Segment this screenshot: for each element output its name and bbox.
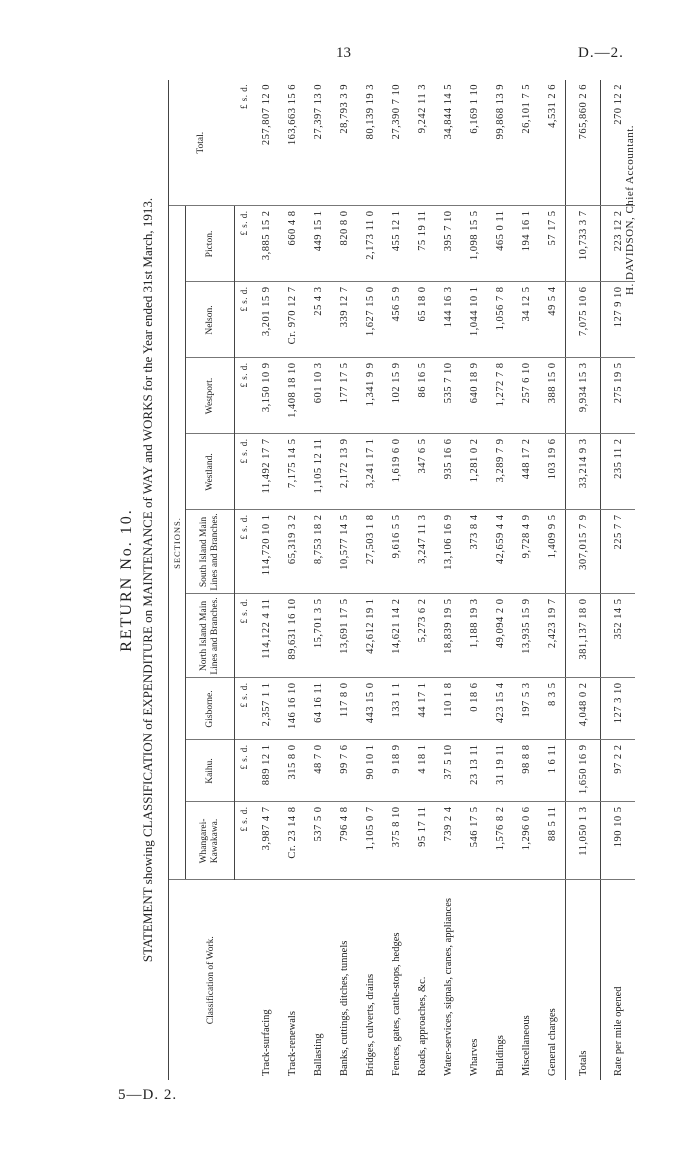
table-cell: 1,619 6 0 [383,434,409,510]
row-label: Water-services, signals, cranes, appliances [442,898,454,1076]
table-cell: 99 7 6 [331,740,357,802]
table-cell: 2,173 11 0 [357,206,383,282]
unit-label: £ s. d. [235,802,254,880]
doc-reference: D.—2. [578,45,624,61]
row-label: Bridges, culverts, drains [364,973,376,1076]
expenditure-table [168,80,635,1080]
table-cell: 381,137 18 0 [566,594,601,678]
table-cell: Cr. 23 14 8 [279,802,305,880]
table-cell: 537 5 0 [305,802,331,880]
table-cell: 3,150 10 9 [253,358,279,434]
section-column-header: Whangarei-Kawakawa. [186,802,235,880]
table-cell: 7,175 14 5 [279,434,305,510]
table-cell: 9,242 11 3 [409,80,435,206]
table-cell: 127 9 10 [601,282,636,358]
table-cell: 163,663 15 6 [279,80,305,206]
table-cell: 257 6 10 [513,358,539,434]
table-cell: 9,728 4 9 [513,510,539,594]
table-cell: 235 11 2 [601,434,636,510]
table-cell: 14,621 14 2 [383,594,409,678]
table-cell: 28,793 3 9 [331,80,357,206]
table-cell: 10,577 14 5 [331,510,357,594]
table-cell: 26,101 7 5 [513,80,539,206]
table-cell: Cr. 970 12 7 [279,282,305,358]
table-cell: 1,650 16 9 [566,740,601,802]
table-cell: 3,201 15 9 [253,282,279,358]
table-cell: 75 19 11 [409,206,435,282]
table-cell: 9,616 5 5 [383,510,409,594]
table-cell: 99,868 13 9 [487,80,513,206]
table-cell: 89,631 16 10 [279,594,305,678]
table-cell: 1,576 8 2 [487,802,513,880]
row-label: Rate per mile opened [601,880,636,1080]
table-cell: 0 18 6 [461,678,487,740]
table-cell: 9 18 9 [383,740,409,802]
section-column-header: Westland. [186,434,235,510]
total-header: Total. [169,80,235,206]
table-cell: 42,659 4 4 [487,510,513,594]
unit-label: £ s. d. [235,358,254,434]
table-cell: 48 7 0 [305,740,331,802]
table-cell: 1,044 10 1 [461,282,487,358]
table-cell: 88 5 11 [539,802,566,880]
statement-title: STATEMENT showing CLASSIFICATION of EXPENDITURE on MAINTENANCE of WAY and WORKS for the Year ended 31st March, 1913. [140,197,155,963]
table-cell: 110 1 8 [435,678,461,740]
table-cell: 3,885 15 2 [253,206,279,282]
row-label: Ballasting [312,1033,324,1076]
table-cell: 190 10 5 [601,802,636,880]
table-cell: 103 19 6 [539,434,566,510]
table-cell: 456 5 9 [383,282,409,358]
table-cell: 65 18 0 [409,282,435,358]
table-cell: 423 15 4 [487,678,513,740]
table-cell: 144 16 3 [435,282,461,358]
table-cell: 197 5 3 [513,678,539,740]
table-row [435,80,461,1080]
table-cell: 546 17 5 [461,802,487,880]
table-cell: 42,612 19 1 [357,594,383,678]
table-cell: 739 2 4 [435,802,461,880]
table-cell: 1,098 15 5 [461,206,487,282]
table-cell: 352 14 5 [601,594,636,678]
table-cell: 223 12 2 [601,206,636,282]
table-cell: 11,050 1 3 [566,802,601,880]
table-cell: 339 12 7 [331,282,357,358]
table-cell: 3,247 11 3 [409,510,435,594]
table-cell: 3,241 17 1 [357,434,383,510]
row-label: Track-renewals [286,1011,298,1076]
table-row [409,80,435,1080]
table-cell: 127 3 10 [601,678,636,740]
table-cell: 44 17 1 [409,678,435,740]
table-cell: 65,319 3 2 [279,510,305,594]
table-cell: 395 7 10 [435,206,461,282]
table-cell: 97 2 2 [601,740,636,802]
page-number: 13 [336,45,351,61]
table-cell: 889 12 1 [253,740,279,802]
table-cell: 5,273 6 2 [409,594,435,678]
table-cell: 27,390 7 10 [383,80,409,206]
table-cell: 388 15 0 [539,358,566,434]
table-cell: 1,296 0 6 [513,802,539,880]
unit-label: £ s. d. [235,206,254,282]
unit-label: £ s. d. [235,80,254,206]
table-cell: 13,935 15 9 [513,594,539,678]
table-cell: 373 8 4 [461,510,487,594]
table-cell: 465 0 11 [487,206,513,282]
unit-label: £ s. d. [235,594,254,678]
section-column-header: South Island Main Lines and Branches. [186,510,235,594]
table-cell: 146 16 10 [279,678,305,740]
table-row [461,80,487,1080]
table-cell: 194 16 1 [513,206,539,282]
table-cell: 535 7 10 [435,358,461,434]
table-cell: 90 10 1 [357,740,383,802]
table-cell: 1,188 19 3 [461,594,487,678]
table-cell: 13,106 16 9 [435,510,461,594]
table-cell: 347 6 5 [409,434,435,510]
table-row [539,80,566,1080]
signature: H. DAVIDSON, Chief Accountant. [624,124,636,295]
table-cell: 57 17 5 [539,206,566,282]
unit-label: £ s. d. [235,740,254,802]
table-cell: 315 8 0 [279,740,305,802]
section-column-header: Picton. [186,206,235,282]
table-cell: 1,281 0 2 [461,434,487,510]
row-label: Miscellaneous [520,1015,532,1076]
table-cell: 275 19 5 [601,358,636,434]
table-cell: 9,934 15 3 [566,358,601,434]
table-cell: 640 18 9 [461,358,487,434]
table-cell: 31 19 11 [487,740,513,802]
unit-label: £ s. d. [235,282,254,358]
table-cell: 10,733 3 7 [566,206,601,282]
row-label: Track-surfacing [260,1009,272,1076]
section-column-header: North Island Main Lines and Branches. [186,594,235,678]
table-row [383,80,409,1080]
table-cell: 98 8 8 [513,740,539,802]
table-cell: 270 12 2 [601,80,636,206]
table-cell: 11,492 17 7 [253,434,279,510]
sections-header: SECTIONS. [169,206,186,880]
table-cell: 25 4 3 [305,282,331,358]
table-cell: 80,139 19 3 [357,80,383,206]
table-cell: 1,105 0 7 [357,802,383,880]
table-cell: 33,214 9 3 [566,434,601,510]
table-row [305,80,331,1080]
table-cell: 2,423 19 7 [539,594,566,678]
table-cell: 64 16 11 [305,678,331,740]
unit-label: £ s. d. [235,434,254,510]
classification-header: Classification of Work. [169,880,254,1080]
table-cell: 601 10 3 [305,358,331,434]
table-cell: 7,075 10 6 [566,282,601,358]
table-cell: 117 8 0 [331,678,357,740]
table-cell: 8 3 5 [539,678,566,740]
table-cell: 8,753 18 2 [305,510,331,594]
row-label: Banks, cuttings, ditches, tunnels [338,940,350,1076]
table-cell: 13,691 17 5 [331,594,357,678]
table-row [487,80,513,1080]
table-cell: 37 5 10 [435,740,461,802]
table-cell: 6,169 1 10 [461,80,487,206]
table-cell: 765,860 2 6 [566,80,601,206]
section-column-header: Nelson. [186,282,235,358]
table-cell: 443 15 0 [357,678,383,740]
table-cell: 449 15 1 [305,206,331,282]
table-cell: 114,720 10 1 [253,510,279,594]
table-cell: 1,409 9 5 [539,510,566,594]
table-cell: 27,397 13 0 [305,80,331,206]
table-cell: 18,839 19 5 [435,594,461,678]
section-column-header: Gisborne. [186,678,235,740]
table-cell: 4 18 1 [409,740,435,802]
table-cell: 86 16 5 [409,358,435,434]
table-cell: 27,503 1 8 [357,510,383,594]
table-cell: 796 4 8 [331,802,357,880]
table-cell: 34 12 5 [513,282,539,358]
table-row [513,80,539,1080]
row-label: Wharves [468,1038,480,1076]
table-cell: 15,701 3 5 [305,594,331,678]
row-label: General charges [546,1008,558,1076]
section-column-header: Kaihu. [186,740,235,802]
table-row [279,80,305,1080]
table-cell: 1,408 18 10 [279,358,305,434]
table-cell: 1 6 11 [539,740,566,802]
table-row [331,80,357,1080]
table-cell: 49,094 2 0 [487,594,513,678]
row-label: Buildings [494,1035,506,1076]
table-cell: 2,357 1 1 [253,678,279,740]
table-cell: 34,844 14 5 [435,80,461,206]
table-cell: 133 1 1 [383,678,409,740]
row-label: Roads, approaches, &c. [416,976,428,1076]
table-cell: 3,987 4 7 [253,802,279,880]
rotated-return-sheet [118,0,678,1080]
unit-label: £ s. d. [235,678,254,740]
table-cell: 102 15 9 [383,358,409,434]
footer-reference: 5—D. 2. [118,1087,178,1103]
table-cell: 4,531 2 6 [539,80,566,206]
table-cell: 935 16 6 [435,434,461,510]
table-cell: 1,627 15 0 [357,282,383,358]
table-cell: 1,105 12 11 [305,434,331,510]
table-cell: 1,272 7 8 [487,358,513,434]
table-cell: 23 13 11 [461,740,487,802]
table-cell: 177 17 5 [331,358,357,434]
table-cell: 225 7 7 [601,510,636,594]
table-cell: 257,807 12 0 [253,80,279,206]
table-cell: 660 4 8 [279,206,305,282]
table-cell: 1,056 7 8 [487,282,513,358]
table-cell: 4,048 0 2 [566,678,601,740]
table-cell: 307,015 7 9 [566,510,601,594]
table-cell: 455 12 1 [383,206,409,282]
table-cell: 114,122 4 11 [253,594,279,678]
table-cell: 95 17 11 [409,802,435,880]
table-cell: 375 8 10 [383,802,409,880]
section-column-header: Westport. [186,358,235,434]
table-cell: 820 8 0 [331,206,357,282]
unit-label: £ s. d. [235,510,254,594]
table-cell: 2,172 13 9 [331,434,357,510]
table-row [253,80,279,1080]
table-row [357,80,383,1080]
table-cell: 448 17 2 [513,434,539,510]
table-row [566,80,601,1080]
row-label: Fences, gates, cattle-stops, hedges [390,932,402,1076]
return-title: RETURN No. 10. [118,508,135,652]
row-label: Totals [566,880,601,1080]
table-cell: 49 5 4 [539,282,566,358]
table-cell: 1,341 9 9 [357,358,383,434]
table-cell: 3,289 7 9 [487,434,513,510]
